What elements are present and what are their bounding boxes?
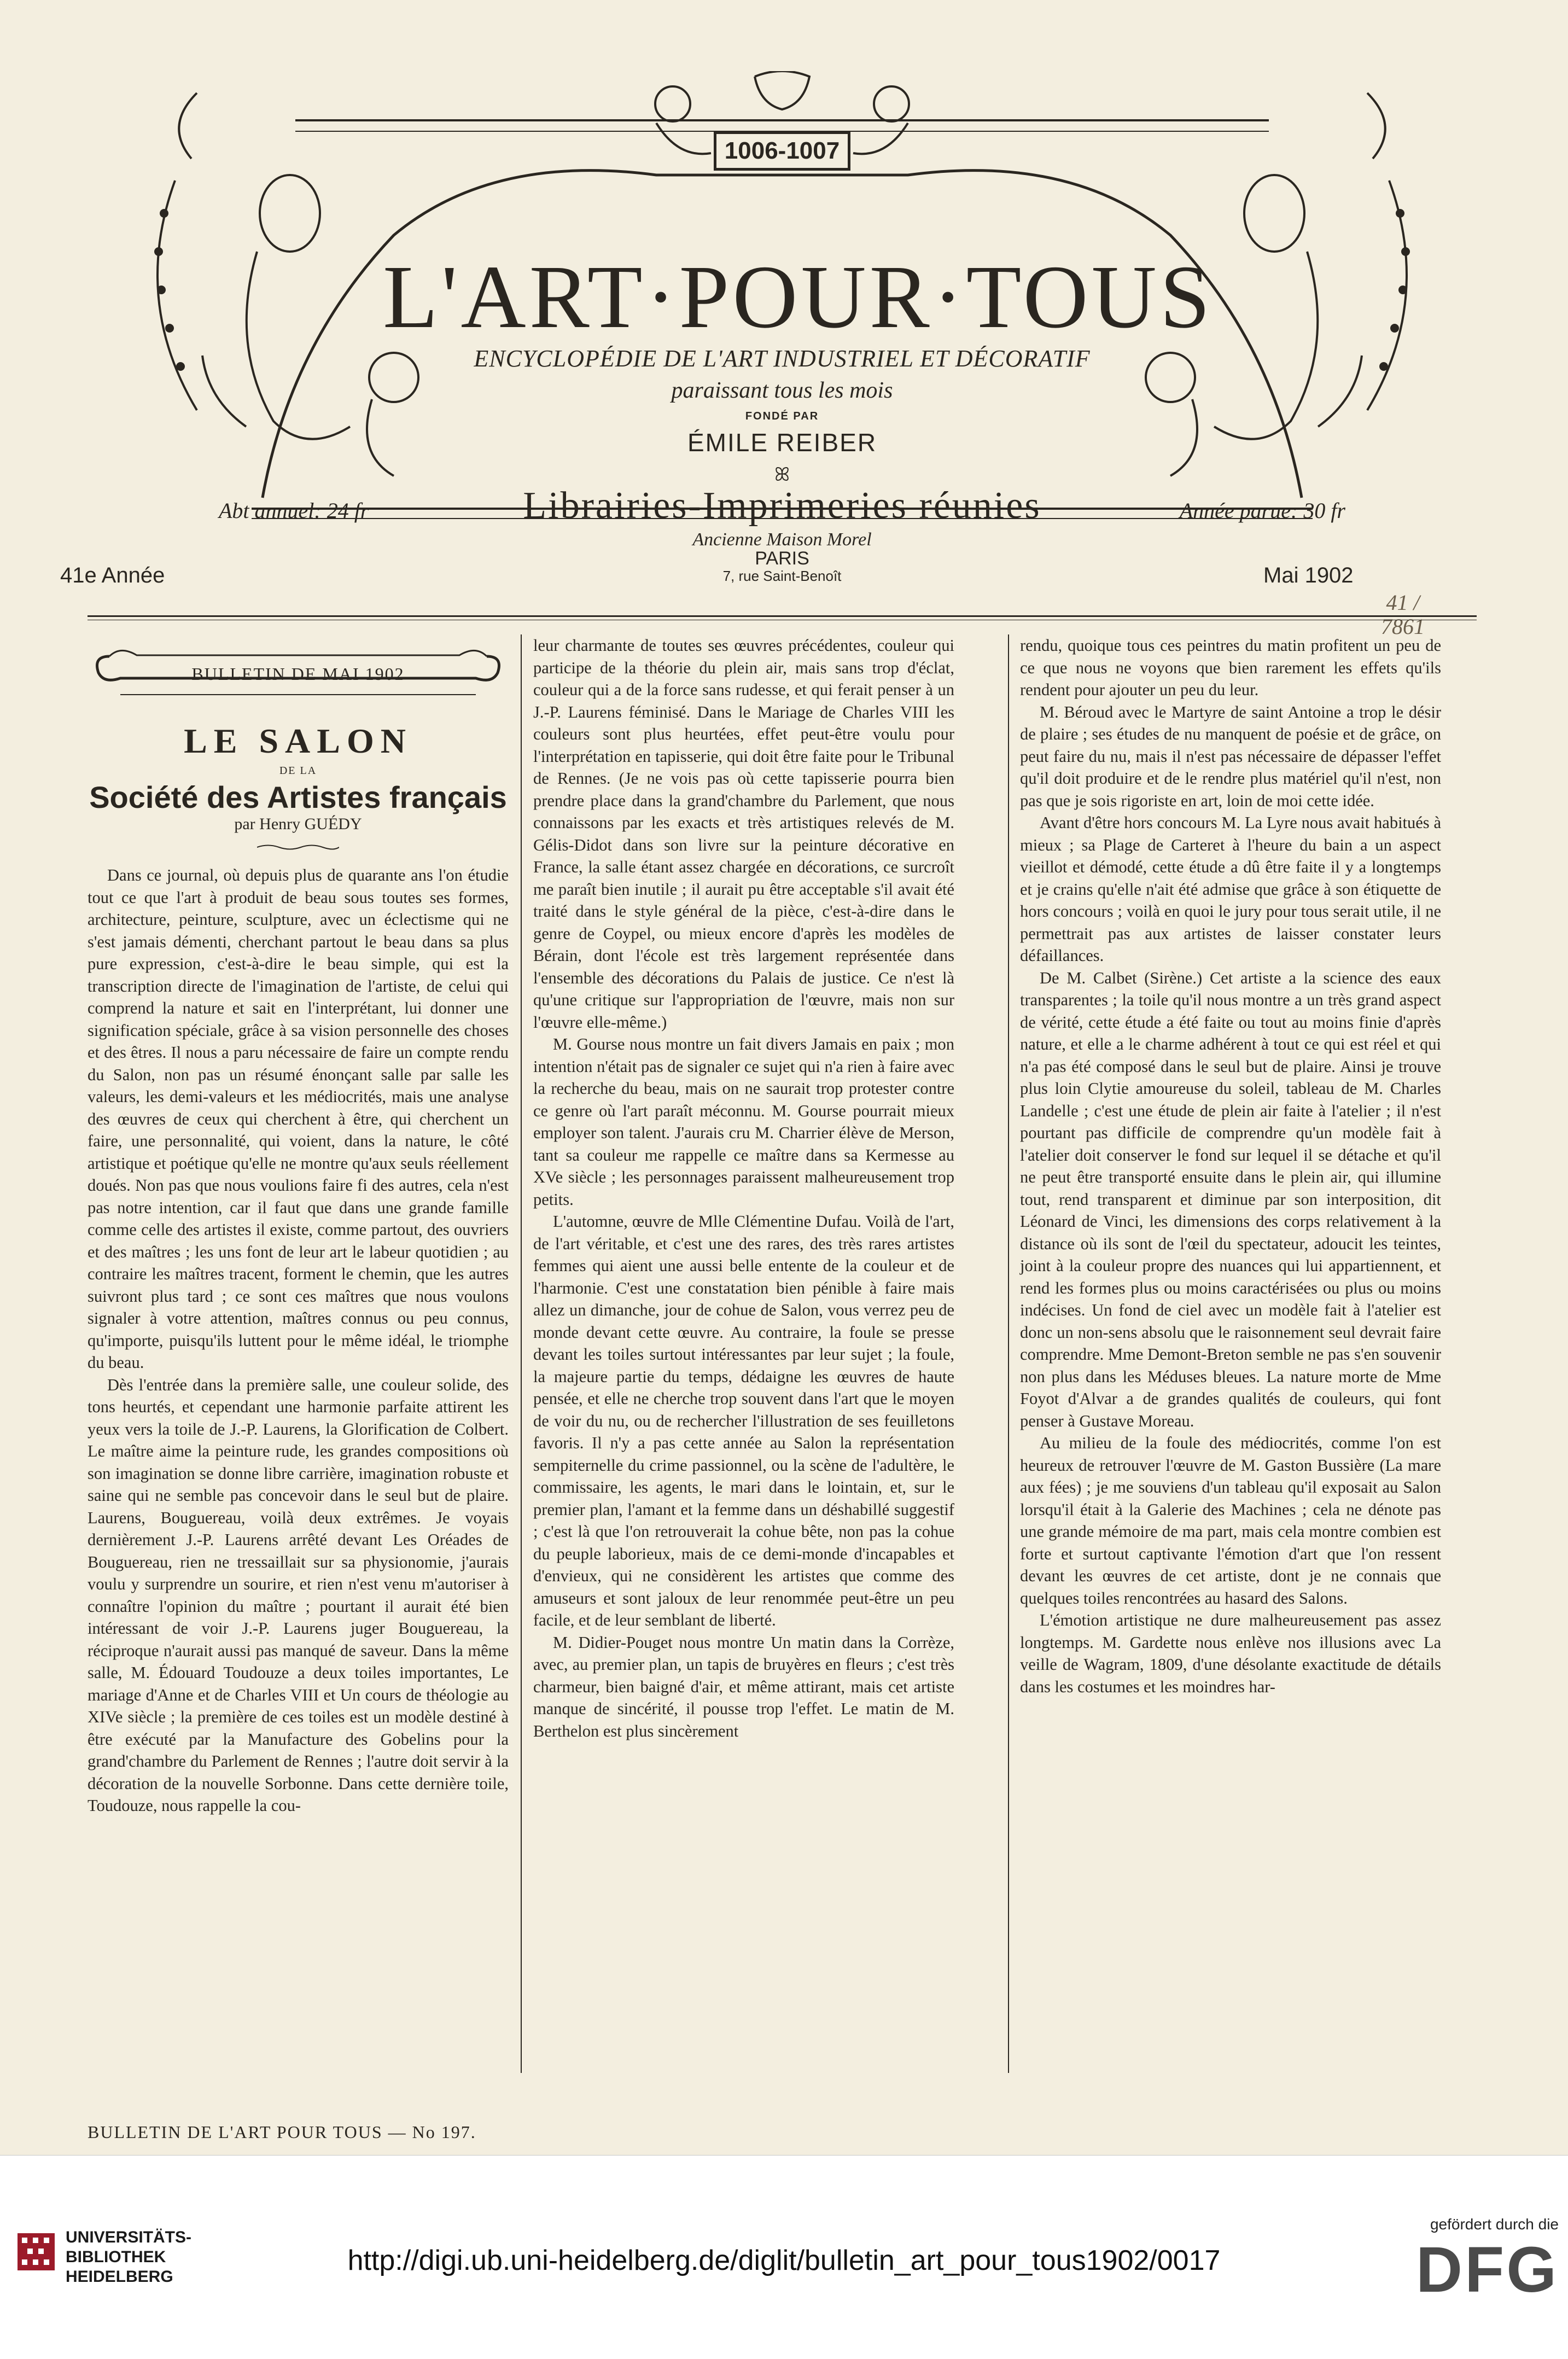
paragraph: Dès l'entrée dans la première salle, une couleur solide, des tons heurtés, et cependant une harmonie parfaite attirent les yeux vers la toile de J.-P. Laurens, la Glorification de Colbert. Le maître aime la peinture rude, les grandes compositions où son imagination se donne libre carrière, imagination robuste et saine qui ne semble pas concevoir dans le seul but de plaire. Laurens, Bouguereau, voilà deux extrêmes. Je voyais dernièrement J.-P. Laurens arrêté devant Les Oréades de Bouguereau, rien ne tressaillait sur sa physionomie, j'aurais voulu y surprendre un sourire, et rien n'est venu m'autoriser à connaître l'opinion du maître ; pourtant il aurait été bien intéressant de voir J.-P. Laurens juger Bouguereau, la réciproque n'aurait aussi pas manqué de saveur. Dans la même salle, M. Édouard Toudouze a deux toiles importantes, Le mariage d'Anne et de Charles VIII et Un cours de théologie au XIVe siècle ; la première de ces toiles est un modèle destiné à être exécuté par la Manufacture des Gobelins pour la grand'chambre du Parlement de Rennes ; l'autre doit servir à la décoration de la nouvelle Sorbonne. Dans cette dernière toile, Toudouze, nous rappelle la cou- bbox=[88, 1375, 509, 1815]
column-divider bbox=[521, 634, 522, 2073]
volume-year: 41e Année bbox=[60, 563, 165, 587]
bulletin-banner bbox=[88, 634, 509, 700]
journal-title: L'ART·POUR·TOUS bbox=[383, 247, 1214, 347]
funded-by-label: gefördert durch die bbox=[1430, 2216, 1559, 2233]
pencil-annotation: 41 / 7861 bbox=[1381, 590, 1425, 639]
founded-by-label: FONDÉ PAR bbox=[745, 410, 819, 422]
library-name-line: BIBLIOTHEK bbox=[66, 2248, 166, 2266]
former-house: Ancienne Maison Morel bbox=[692, 529, 872, 550]
text-column-3 bbox=[1020, 634, 1441, 1698]
article-title-connector: DE LA bbox=[279, 765, 317, 777]
page-footer: BULLETIN DE L'ART POUR TOUS — No 197. bbox=[88, 2122, 476, 2142]
periodicity: paraissant tous les mois bbox=[671, 378, 893, 403]
founder-name: ÉMILE REIBER bbox=[687, 428, 877, 457]
article-title: LE SALON bbox=[184, 721, 412, 760]
paragraph: M. Didier-Pouget nous montre Un matin dans la Corrèze, avec, au premier plan, un tapis de bruyères en fleurs ; c'est très charmeur, bien baigné d'air, et même attirant, mais cet artiste manque de sincérité, il pousse trop l'effet. Le matin de M. Berthelon est plus sincèrement bbox=[533, 1633, 954, 1740]
paragraph: Dans ce journal, où depuis plus de quarante ans l'on étudie tout ce que l'art à produit de beau sous toutes ses formes, architecture, peinture, sculpture, avec un éclectisme qui ne s'est jamais démenti, cherchant partout le beau dans sa plus pure expression, c'est-à-dire le beau simple, qui est la transcription directe de l'imagination de l'artiste, de celui qui comprend la nature et sait en l'interprétant, lui donner une signification spéciale, grâce à sa vision personnelle des choses et des êtres. Il nous a paru nécessaire de faire un compte rendu du Salon, non pas un résumé énonçant salle par salle les valeurs, les demi-valeurs et les médiocrités, mais une analyse des œuvres de ceux qui cherchent à être, qui cherchent un faire, une personnalité, qui voient, dans la nature, le côté artistique et poétique qu'elle ne montre qu'aux seuls réellement doués. Non pas que nous voulions faire fi des autres, cela n'est pas notre intention, car il faut que dans une grande famille comme celle des artistes il existe, comme partout, des ouvriers et des maîtres ; les uns font de leur art le labeur quotidien ; au contraire les maîtres tracent, forment le chemin, que les autres suivront plus tard ; ce sont ces maîtres que nous voulons signaler à votre attention, maîtres connus ou peu connus, qu'importe, puisqu'ils luttent pour le même idéal, le triomphe du beau. bbox=[88, 866, 509, 1372]
year-price: Année parue: 30 fr bbox=[1179, 498, 1345, 523]
column-divider bbox=[1008, 634, 1009, 2073]
fleuron-ornament: ꕤ bbox=[774, 465, 790, 485]
paragraph: M. Béroud avec le Martyre de saint Antoine a trop le désir de plaire ; ses études de nu manquent de poésie et de grâce, on peut faire du nu, mais il n'est pas nécessaire de dépasser l'effet qu'il doit produire et de le rendre plus matériel qu'il n'est, non pas que je sois rigoriste en art, loin de moi cette idée. bbox=[1020, 702, 1441, 810]
library-name-line: HEIDELBERG bbox=[66, 2268, 173, 2286]
bulletin-title: BULLETIN DE MAI 1902 bbox=[191, 664, 405, 684]
dfg-logo: DFG bbox=[1415, 2234, 1559, 2306]
library-footer-bar bbox=[0, 2155, 1568, 2359]
header-rule bbox=[88, 615, 1477, 617]
article-byline: par Henry GUÉDY bbox=[234, 815, 362, 833]
publisher-city: PARIS bbox=[755, 548, 809, 569]
paragraph: leur charmante de toutes ses œuvres précédentes, couleur qui participe de la théorie du plein air, mais sans trop d'éclat, couleur qui a de la force sans rudesse, et qui ferait penser à un J.-P. Laurens féminisé. Dans le Mariage de Charles VIII les couleurs sont plus heurtées, effet peut-être voulu pour l'interprétation en tapisserie, qui doit être faite pour le Tribunal de Rennes. (Je ne vois pas où cette tapisserie pourra bien prendre place dans la grand'chambre du Parlement, que nous connaissons par les exacts et très artistiques relevés de M. Gélis-Didot dans son livre sur la peinture décorative en France, la salle étant assez chargée en décorations, ce surcroît me paraît bien inutile ; il aurait pu être acceptable s'il avait été traité dans le style général de la pièce, c'est-à-dire dans le genre de Coypel, ou mieux encore d'après les modèles de Bérain, dont l'école est très largement représentée dans l'ensemble des décorations du Palais de justice. Ce n'est là qu'une critique sur l'appropriation de l'œuvre, mais non sur l'œuvre elle-même.) bbox=[533, 636, 954, 1032]
publisher-name: Librairies-Imprimeries réunies bbox=[523, 485, 1041, 527]
paragraph: L'émotion artistique ne dure malheureusement pas assez longtemps. M. Gardette nous enlève nos illusions avec La veille de Wagram, 1809, d'une désolante exactitude de détails dans les costumes et les moindres har- bbox=[1020, 1611, 1441, 1696]
paragraph: L'automne, œuvre de Mlle Clémentine Dufau. Voilà de l'art, de l'art véritable, et c'est une des rares, des très rares artistes femmes qui aient une aussi belle entente de la couleur et de l'harmonie. C'est une constatation bien pénible à faire mais allez un dimanche, jour de cohue de Salon, vous verrez peu de monde devant cette œuvre. Au contraire, la foule se presse devant les toiles surtout intéressantes par leur sujet ; la foule, la majeure partie du temps, dédaigne les œuvres de haute pensée, et elle ne cherche trop souvent dans l'art que le moyen de voir du nu, ou de rechercher l'illustration de ses feuilletons favoris. Il n'y a pas cette année au Salon la représentation sempiternelle du crime passionnel, ou la scène de l'adultère, le commissaire, les agents, le mari dans le lointain, et, sur le premier plan, l'amant et la femme dans un déshabillé suggestif ; c'est là que l'on retrouverait la cohue bête, non pas la cohue du peuple laborieux, mais de ce demi-monde d'incapables et d'envieux, qui ne considèrent les artistes que comme des amuseurs et sont jaloux de leur renommée peut-être un peu facile, et de leur semblant de liberté. bbox=[533, 1212, 954, 1629]
article-subtitle: Société des Artistes français bbox=[89, 780, 507, 814]
tilde-divider bbox=[257, 843, 339, 851]
paragraph: Avant d'être hors concours M. La Lyre nous avait habitués à mieux ; sa Plage de Carteret à l'heure du bain a un aspect vieillot et démodé, cette étude a dû être faite il y a longtemps et je crains qu'elle n'ait été admise que grâce à son étiquette de hors concours ; voilà en quoi le jury pour tous serait utile, il ne permettrait pas aux artistes de laisser constater leurs défaillances. bbox=[1020, 813, 1441, 965]
subscription-price: Abt annuel: 24 fr bbox=[219, 498, 369, 523]
paragraph: Au milieu de la foule des médiocrités, comme l'on est heureux de retrouver l'œuvre de M. Gaston Bussière (La mare aux fées) ; je me souviens d'un tableau qu'il exposait au Salon lorsqu'il était à la Galerie des Machines ; cela ne dénote pas une grande mémoire de ma part, mais cela montre combien est forte et surtout captivante l'émotion d'art que l'on ressent devant les œuvres de cet artiste, dont je ne connais que quelques toiles rencontrées au hasard des Salons. bbox=[1020, 1434, 1441, 1607]
library-name-line: UNIVERSITÄTS- bbox=[66, 2228, 192, 2246]
publisher-street: 7, rue Saint-Benoît bbox=[722, 568, 842, 584]
text-column-2 bbox=[533, 634, 954, 1742]
journal-subtitle: ENCYCLOPÉDIE DE L'ART INDUSTRIEL ET DÉCORATIF bbox=[474, 345, 1091, 372]
paragraph: M. Gourse nous montre un fait divers Jamais en paix ; mon intention n'était pas de signaler ce sujet qui n'a rien à faire avec la recherche du beau, mais on ne saurait trop protester contre ce genre où l'art paraît méconnu. M. Gourse pourrait mieux employer son talent. J'aurais cru M. Charrier élève de Merson, tant sa couleur me rappelle ce maître dans sa Kermesse au XVe siècle ; les personnages paraissent malheureusement trop petits. bbox=[533, 1035, 954, 1209]
issue-date: Mai 1902 bbox=[1263, 563, 1354, 587]
issue-numbers-box: 1006-1007 bbox=[714, 131, 850, 171]
paragraph: rendu, quoique tous ces peintres du matin profitent un peu de ce que nous ne voyons que bien rarement les effets qu'ils rendent pour ajouter un peu du leur. bbox=[1020, 636, 1441, 699]
digital-object-url[interactable]: http://digi.ub.uni-heidelberg.de/diglit/bulletin_art_pour_tous1902/0017 bbox=[347, 2245, 1221, 2276]
paragraph: De M. Calbet (Sirène.) Cet artiste a la science des eaux transparentes ; la toile qu'il nous montre a un très grand aspect de vérité, cette étude a été faite ou tout au moins finie d'après nature, et elle a le charme adhérent à tout ce qui est réel et qui n'a pas été composé dans le seul but de plaire. Ainsi je trouve plus loin Clytie amoureuse du soleil, tableau de M. Charles Landelle ; c'est une étude de plein air faite à l'atelier ; il n'est pourtant pas difficile de comprendre qu'un modèle fait à l'atelier doit conserver le fond sur lequel il se détache et qu'il ne peut être transporté ensuite dans le plein air, qui illumine tout, rend transparent et diminue par son interposition, dit Léonard de Vinci, les dimensions des corps relativement à la distance où ils sont de l'œil du spectateur, adoucit les teintes, joint à la couleur propre des nuances qui lui appartiennent, et rend les formes plus ou moins caractérisées ou plus ou moins indécises. Un fond de ciel avec un modèle fait à l'atelier est donc un non-sens absolu que le raisonnement seul devrait faire comprendre. Mme Demont-Breton semble ne pas s'en souvenir non plus dans les Méduses bleues. La nature morte de Mme Foyot d'Alvar a de grandes qualités de couleurs, qui font penser à Gustave Moreau. bbox=[1020, 968, 1441, 1430]
text-column-1 bbox=[88, 864, 509, 1817]
